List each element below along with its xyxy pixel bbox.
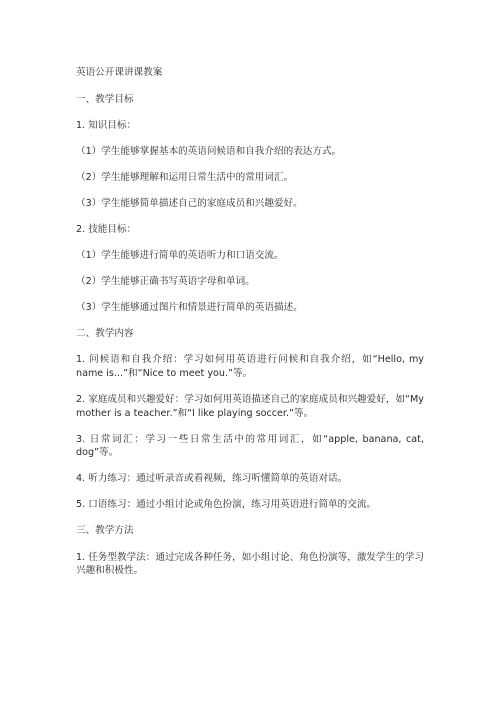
knowledge-goal-title: 1. 知识目标： [76, 119, 137, 131]
knowledge-goal-2: （2）学生能够理解和运用日常生活中的常用词汇。 [76, 171, 294, 183]
section-heading-methods: 三、教学方法 [76, 525, 134, 537]
content-item-4: 4. 听力练习：通过听录音或看视频，练习听懂简单的英语对话。 [76, 473, 348, 485]
section-heading-content: 二、教学内容 [76, 328, 134, 340]
knowledge-goal-1: （1）学生能够掌握基本的英语问候语和自我介绍的表达方式。 [76, 145, 342, 157]
content-item-1: 1. 问候语和自我介绍：学习如何用英语进行问候和自我介绍，如“Hello, my name is...”和“Nice to meet you.”等。 [76, 354, 424, 379]
content-item-2: 2. 家庭成员和兴趣爱好：学习如何用英语描述自己的家庭成员和兴趣爱好，如“My mother is a teacher.”和“I like playing soccer.”等。 [76, 394, 424, 419]
method-item-1: 1. 任务型教学法：通过完成各种任务，如小组讨论、角色扮演等，激发学生的学习兴趣和积极性。 [76, 551, 424, 576]
content-item-3: 3. 日常词汇：学习一些日常生活中的常用词汇，如“apple, banana, cat, dog”等。 [76, 433, 424, 459]
section-heading-objectives: 一、教学目标 [76, 93, 134, 105]
skill-goal-3: （3）学生能够通过图片和情景进行简单的英语描述。 [76, 302, 303, 314]
document-title: 英语公开课讲课教案 [76, 67, 163, 78]
skill-goal-2: （2）学生能够正确书写英语字母和单词。 [76, 276, 255, 288]
skill-goal-1: （1）学生能够进行简单的英语听力和口语交流。 [76, 250, 284, 262]
knowledge-goal-3: （3）学生能够简单描述自己的家庭成员和兴趣爱好。 [76, 197, 303, 209]
skill-goal-title: 2. 技能目标： [76, 223, 137, 235]
content-item-5: 5. 口语练习：通过小组讨论或角色扮演，练习用英语进行简单的交流。 [76, 499, 377, 511]
